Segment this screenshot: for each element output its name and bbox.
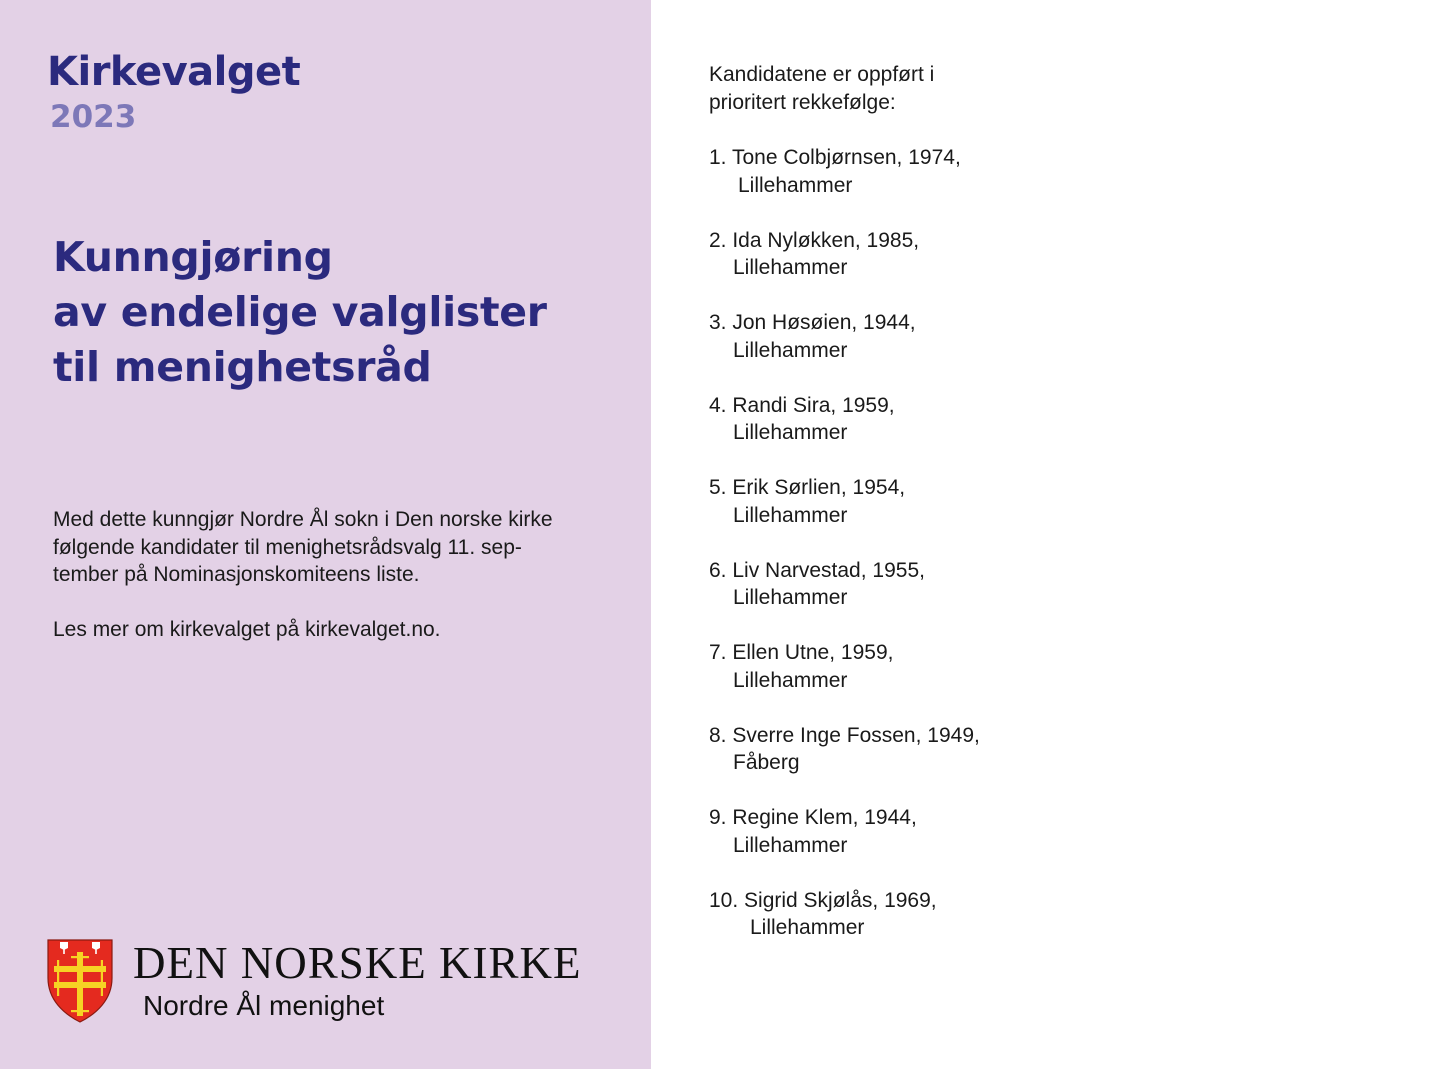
list-item <box>709 392 980 475</box>
candidate-place: Fåberg <box>733 751 800 774</box>
candidate-name: 7. Ellen Utne, 1959, <box>709 641 894 664</box>
candidate-place: Lillehammer <box>750 916 865 939</box>
headline-line: av endelige valglister <box>53 288 547 336</box>
church-shield-icon <box>46 938 114 1024</box>
candidate-place: Lillehammer <box>738 173 853 197</box>
headline-line: Kunngjøring <box>53 233 333 281</box>
list-item <box>709 474 980 557</box>
page-title <box>53 230 633 395</box>
list-item <box>709 227 980 310</box>
list-intro-line: prioritert rekkefølge: <box>709 90 896 114</box>
candidate-name: 6. Liv Narvestad, 1955, <box>709 558 925 582</box>
brand-title: Kirkevalget <box>47 49 301 95</box>
list-item <box>709 887 980 970</box>
list-intro-line: Kandidatene er oppført i <box>709 63 935 86</box>
read-more-text: Les mer om kirkevalget på kirkevalget.no. <box>53 618 441 641</box>
list-item <box>709 639 980 722</box>
list-item <box>709 144 980 227</box>
list-item <box>709 557 980 640</box>
candidate-name: 4. Randi Sira, 1959, <box>709 393 895 417</box>
candidate-name: 1. Tone Colbjørnsen, 1974, <box>709 146 961 169</box>
candidate-place: Lillehammer <box>733 256 848 279</box>
intro-line: følgende kandidater til menighetsrådsvalg 11. sep- <box>53 535 522 559</box>
candidate-place: Lillehammer <box>733 586 848 609</box>
parish-name: Nordre Ål menighet <box>143 990 385 1021</box>
candidate-place: Lillehammer <box>733 833 848 857</box>
candidate-name: 3. Jon Høsøien, 1944, <box>709 311 916 334</box>
candidate-list <box>709 144 980 969</box>
candidate-name: 5. Erik Sørlien, 1954, <box>709 476 906 499</box>
candidate-name: 2. Ida Nyløkken, 1985, <box>709 228 920 252</box>
candidate-place: Lillehammer <box>733 503 848 527</box>
brand-year: 2023 <box>50 99 137 135</box>
list-item <box>709 804 980 887</box>
candidate-place: Lillehammer <box>733 668 848 692</box>
candidate-name: 10. Sigrid Skjølås, 1969, <box>709 888 937 912</box>
candidate-place: Lillehammer <box>733 338 848 362</box>
candidate-name: 8. Sverre Inge Fossen, 1949, <box>709 723 980 747</box>
left-panel <box>0 0 651 1069</box>
list-item <box>709 309 980 392</box>
list-item <box>709 722 980 805</box>
intro-line: Med dette kunngjør Nordre Ål sokn i Den norske kirke <box>53 508 553 531</box>
list-intro <box>709 61 934 116</box>
candidate-place: Lillehammer <box>733 421 848 444</box>
organization-name: DEN NORSKE KIRKE <box>133 937 582 989</box>
intro-line: tember på Nominasjonskomiteens liste. <box>53 563 420 586</box>
headline-line: til menighetsråd <box>53 343 432 391</box>
intro-paragraph <box>53 506 613 589</box>
candidate-name: 9. Regine Klem, 1944, <box>709 806 917 829</box>
